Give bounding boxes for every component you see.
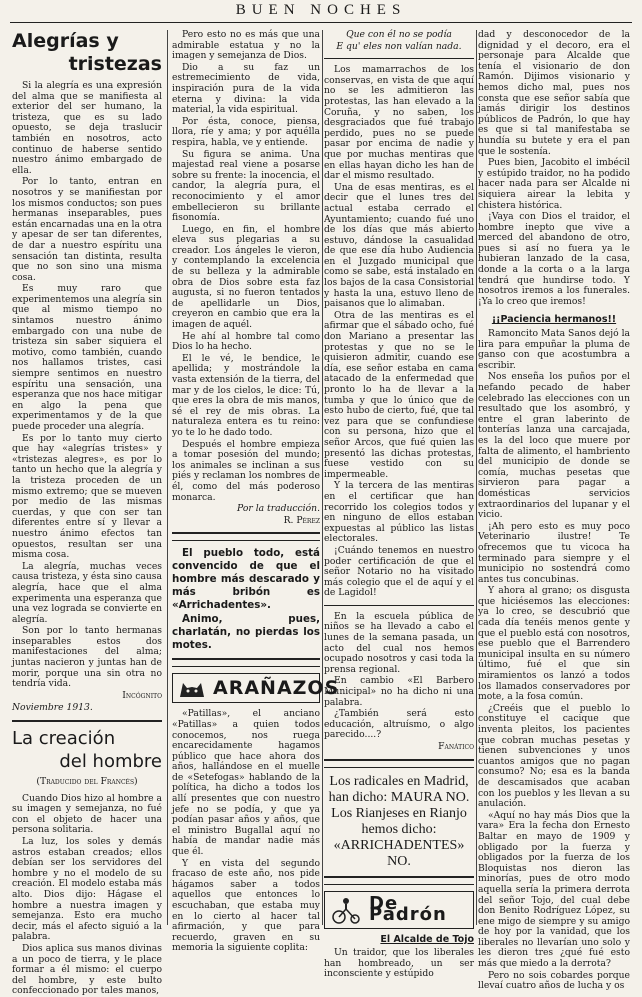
paragraph: Su figura se anima. Una majestad real viene a posarse sobre su frente: la inocencia, el candor, la alegría pura, el reconocimiento y el amor embellecieron su brillante fisonomía. (172, 148, 320, 224)
paragraph: Una de esas mentiras, es el decir que el lunes tres del actual estaba cerrado el Ayuntamiento; cuando fué uno de los días que más abierto estuvo, dándose la casualidad de que ese día hubo Audiencia en el Juzgado municipal que como se sabe, está instalado en los bajos de la casa Consistorial y hasta la una, estuvo lleno de paisanos que lo alimaban. (324, 181, 474, 310)
verse-line: E qu' eles non valían nada. (336, 40, 462, 52)
column-1 (12, 30, 162, 997)
bold-notice: El pueblo todo, está convencido de que el hombre más descarado y más bribón es «Arrichadentes». (172, 547, 320, 612)
paragraph: Dios aplica sus manos divinas a un poco de tierra, y le place formar a él mismo: el cuerpo del hombre, y este bulto confeccionado por tales manos, (12, 942, 162, 997)
translator-credit: Por la traducción. (237, 503, 320, 515)
paragraph: Luego, en fin, el hombre eleva sus plegarias a su creador. Los ángeles le vieron, y contemplando la excelencia de su belleza y la admirable obra de Dios sobre esta faz augusta, si no fueron tentados de apellidarle un Dios, creyeron en cambio que era la imagen de aquél. (172, 223, 320, 331)
headline: Los radicales en Madrid, han dicho: MAURA NO. Los Rianjeses en Rianjo hemos dicho: «ARRICHADENTES» NO. (328, 773, 470, 869)
paragraph: «Aquí no hay más Dios que la vara» Era la fecha don Ernesto Baltar en mayo de 1909 y obligado por la fuerza y obligados por la fuerza de los Bloquistas nos dieron las minorías, pues de otro modo aquella sería la primera derrota del señor Tojo, del cual debe don Benito Rodríguez López, su ene migo de siempre y su amigo de hoy por la vanidad, que los liberales no llevarían uno solo y les dieron tres ¿qué fué esto más que miedo a la derrota? (478, 809, 630, 970)
paragraph: He ahí al hombre tal como Dios lo ha hecho. (172, 330, 320, 353)
section-subtitle: ¡¡Paciencia hermanos!! (491, 314, 617, 326)
paragraph: Cuando Dios hizo al hombre a su imagen y semejanza, no fué con el objeto de hacer una persona solitaria. (12, 792, 162, 836)
divider (172, 658, 320, 667)
paragraph: Por ésta, conoce, piensa, llora, ríe y ama; y por aquélla respira, habla, ve y entiende. (172, 115, 320, 148)
divider (172, 532, 320, 541)
paragraph: ¿Creéis que el pueblo lo constituye el cacique que inventa pleitos, los pacientes que cobran muchas pesetas y tienen subvenciones y unos cuantos amigos que no pagan consumo? No; esa es la banda de descamisados que acaban con los pueblos y les llevan a su anulación. (478, 702, 630, 810)
masthead-rule (10, 22, 632, 23)
paragraph: Es por lo tanto muy cierto que hay «alegrías tristes» y «tristezas alegres», es por lo tanto un hecho que la alegría y la tristeza proceden de un mismo extremo; que se mueven por medio de las mismas cuerdas, y que con ser tan diferentes entre sí y llevar a nuestro ánimo efectos tan opuestos, resultan ser una misma cosa. (12, 432, 162, 561)
paragraph: Un traidor, que los liberales han hombreado, un ser inconsciente y estúpido (324, 947, 474, 980)
paragraph: Y la tercera de las mentiras en el certificar que han recorrido los colegios todos y en ninguno de ellos estaban expuestas al público las listas electorales. (324, 480, 474, 545)
paragraph: «Patillas», el anciano «Patillas» a quien todos conocemos, nos ruega encarecidamente hagamos público que hace ahora dos años, hallándose en el muelle de «Setefogas» hablando de la política, ha dicho a todos los allí presentes que con nuestro jefe no se podía, y que ya podían pasar años y años, que el ministro Bugallal aquí no había de mandar nadie más que él. (172, 708, 320, 858)
column-divider (476, 30, 477, 925)
paragraph: ¿También será esto educación, altruísmo, o algo parecido....? (324, 708, 474, 741)
section-header-box (172, 673, 340, 703)
article-title: Alegrías y (12, 30, 119, 52)
section-title: De Padrón (369, 893, 447, 925)
section-title: ARAÑAZOS (213, 677, 340, 700)
divider (324, 605, 474, 606)
paragraph: En la escuela pública de niños se ha llevado a cabo el lunes de la semana pasada, un acto del cual nos hemos ocupado nosotros y casi toda la prensa regional. (324, 610, 474, 675)
article-title: tristezas (68, 53, 162, 75)
column-4 (478, 29, 630, 992)
paragraph: ¡Cuándo tenemos en nuestro poder certificación de que el señor Notario no ha visitado más colegio que el de aquí y el de Lagidol! (324, 544, 474, 599)
paragraph: ¡Vaya con Dios el traidor, el hombre inepto que vive a merced del abandono de otro, pues si así no fuera ya le hubieran lanzado de la casa, donde a la corta o a la larga tendrá que hundirse todo. Y nosotros iremos a los funerales. ¡Ya lo creo que iremos! (478, 211, 630, 307)
paragraph: Otra de las mentiras es el afirmar que el sábado ocho, fué don Mariano a presentar las protestas y que no se le quisieron admitir, cuando ese día, ese señor estaba en cama atacado de la enfermedad que pronto lo ha de llevar a la tumba y que lo único que de esto hubo de cierto, fué, que tal vez para que se confundiese con su persona, hizo que el señor Arcos, que fué quien las presentó las dichas protestas, fuese vestido con su impermeable. (324, 309, 474, 480)
divider (324, 876, 474, 885)
subtitle: (Traducido del Francés) (36, 776, 138, 788)
author-signature: R. Pérez (283, 514, 320, 526)
paragraph: dad y desconocedor de la dignidad y el decoro, era el personaje para Alcalde que tenía el visionario de don Ramón. Dijimos visionario y hemos dicho mal, pues nos consta que ese señor sabía que jamás dirigir los destinos públicos de Padrón, lo que hay es que si tal manifestaba se hundía su butete y era el pan que le sostenía. (478, 29, 630, 157)
paragraph: Después el hombre empieza a tomar posesión del mundo; los animales se inclinan a sus piés y reclaman los nombres de él, como del más poderoso monarca. (172, 438, 320, 503)
author-signature: Incógnito (122, 689, 162, 701)
paragraph: Nos enseña los puños por el nefando pecado de haber celebrado las elecciones con un resultado que los asombró, y entre el gran laberinto de tonterías lanza una carcajada, es la del loco que muere por falta de alimento, el hambriento del municipio de donde se comía, muchas pesetas que sirvieron para pagar a domésticas servicios extraordinarios del lupanar y el vicio. (478, 371, 630, 521)
dateline: Noviembre 1913. (12, 702, 93, 714)
paragraph: Es muy raro que experimentemos una alegría sin que al mismo tiempo no sintamos nuestro ánimo embargado con una nube de tristeza sin saber siquiera el motivo, como también, cuando nos hallamos tristes, casi siempre sentimos en nuestro espíritu una sensación, una esperanza que nos hace mitigar en algo la pena que experimentamos y de la que puede proceder una alegría. (12, 283, 162, 432)
article-title: del hombre (59, 751, 162, 773)
cyclist-icon (329, 895, 363, 925)
divider (12, 720, 162, 722)
paragraph: Pero no sois cobardes porque llevaí cuatro años de lucha y os (478, 969, 630, 992)
article-title: La creación (12, 728, 116, 750)
divider (324, 759, 474, 768)
paragraph: El le vé, le bendice, le apellida; y mostrándole la vasta extensión de la tierra, del mar y de los cielos, le dice: Tú, que eres la obra de mis manos, sé el rey de mis obras. La naturaleza entera es tu reino: yo te lo he dado todo. (172, 352, 320, 438)
paragraph: Dio a su faz un estremecimiento de vida, inspiración pura de la vida eterna y divina: la vida material, la vida espiritual. (172, 61, 320, 116)
paragraph: Pues bien, Jacobito el imbécil y estúpido traidor, no ha podido hacer nada para ser Alcalde ni siquiera airear la lebita y chistera histórica. (478, 157, 630, 211)
paragraph: ¡Ah pero esto es muy poco Veterinario ilustre! Te ofrecemos que tu vicoca ha terminado para siempre y el municipio no sostendrá como antes tus concubinas. (478, 520, 630, 585)
verse-line: Que con él no se podía (346, 29, 452, 40)
bold-notice: Animo, pues, charlatán, no pierdas los motes. (172, 613, 320, 652)
paragraph: Por lo tanto, entran en nosotros y se manifiestan por los mismos conductos; son pues hermanas inseparables, pues están encarnadas una en la otra y apesar de ser tan diferentes, de dar a nuestro espíritu una sensación tan distinta, resulta que no son sino una misma cosa. (12, 176, 162, 283)
divider (324, 58, 474, 59)
paragraph: Son por lo tanto hermanas inseparables estos dos manifestaciones del alma; juntas nacieron y juntas han de morir, porque una sin otra no tendría vida. (12, 625, 162, 690)
paragraph: La luz, los soles y demás astros estaban creados; ellos debían ser los servidores del hombre y no el modelo de su creación. El modelo estaba más alto. Dios dijo: Hágase el hombre a nuestra imagen y semejanza. Esto era mucho decir, más el afecto siguió a la palabra. (12, 836, 162, 943)
paragraph: En cambio «El Barbero Municipal» no ha dicho ni una palabra. (324, 675, 474, 708)
paragraph: Y en vista del segundo fracaso de este año, nos pide hágamos saber a todos aquellos que entonces lo escuchaban, que estaba muy en lo cierto al hacer tal afirmación, y que para recuerdo, graven en su memoria la siguiente coplita: (172, 857, 320, 954)
column-divider (322, 30, 323, 925)
paragraph: Pero esto no es más que una admirable estatua y no la imagen y semejanza de Dios. (172, 29, 320, 62)
paragraph: Y ahora al grano; os disgusta que hiciésemos las elecciones: ya lo creo, se descubrió que cada día tenéis menos gente y que el pueblo está con nosotros, ese pueblo que el Barrendero municipal insulta en su número último, fué el que sin miramientos os lanzó a todos los llamados conservadores por mote, a la fosa común. (478, 585, 630, 703)
section-subtitle: El Alcalde de Tojo (380, 933, 474, 945)
paragraph: Los mamarrachos de los conservas, en vista de que aquí no se les admitieron las protestas, las han elevado a la Coruña, y no saben, los desgraciados que fué trabajo perdido, pues no se puede pasar por encima de nadie y que por muchas mentiras que en ellas hayan dicho les han de dar el mismo resultado. (324, 64, 474, 182)
masthead: BUEN NOCHES (235, 2, 407, 18)
paragraph: Si la alegría es una expresión del alma que se manifiesta al exterior del ser humano, la tristeza, que es su lado opuesto, se deja traslucir también en nosotros, acto continuo de haberse sentido nuestro ánimo embargado de ella. (12, 80, 162, 176)
cat-icon (177, 677, 207, 699)
column-divider (167, 30, 168, 925)
column-2 (172, 29, 340, 954)
paragraph: Ramoncito Mata Sanos dejó la lira para empuñar la pluma de ganso con que acostumbra a escribir. (478, 328, 630, 371)
author-signature: Fanático (438, 741, 474, 752)
paragraph: La alegría, muchas veces causa tristeza, y ésta sino causa alegría, hace que el alma experimenta una esperanza que una vez lograda se convierte en alegría. (12, 560, 162, 625)
column-3 (324, 29, 474, 980)
section-header-box (324, 891, 474, 929)
